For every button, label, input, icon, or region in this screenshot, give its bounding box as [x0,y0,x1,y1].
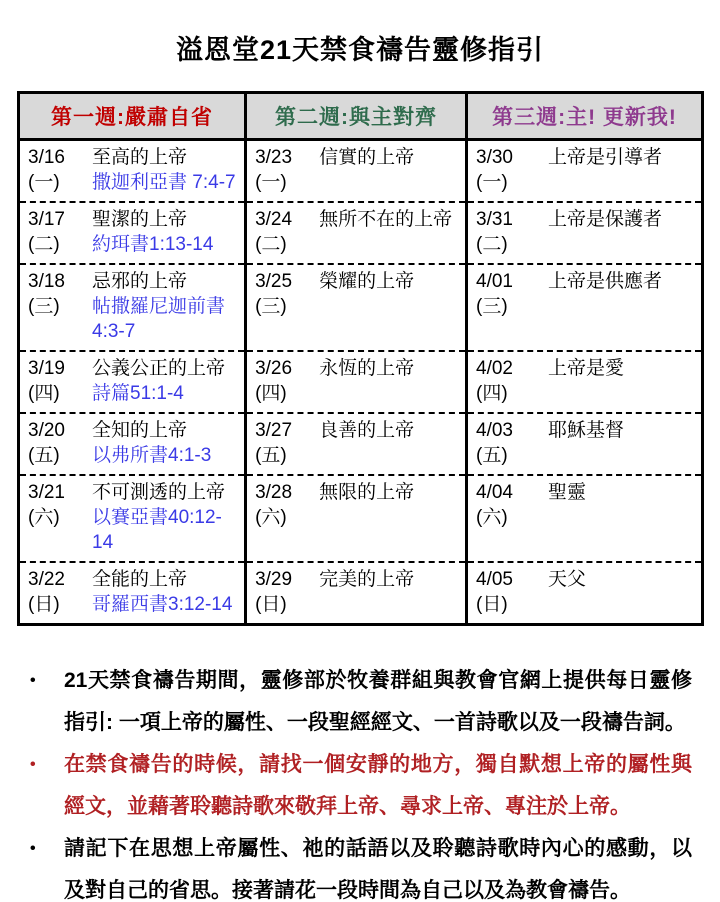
note-item [30,744,692,828]
cell-date: 4/01 [476,271,513,292]
table-row [19,140,703,203]
cell-date: 3/25 [255,271,293,292]
cell-date: 3/22 [28,569,65,590]
day-cell [467,413,703,475]
cell-weekday: (二) [28,234,60,255]
note-text: 在禁食禱告的時候，請找一個安靜的地方，獨自默想上帝的屬性與經文，並藉著聆聽詩歌來敬拜上帝、尋求上帝、專注於上帝。 [64,753,692,818]
day-cell [246,140,467,203]
cell-attribute: 至高的上帝 [92,147,188,168]
day-cell [19,140,246,203]
cell-date: 3/19 [28,358,65,379]
day-cell [19,413,246,475]
cell-date: 3/17 [28,209,65,230]
day-cell [467,202,703,264]
cell-attribute: 不可測透的上帝 [92,482,226,503]
cell-date: 3/29 [255,569,293,590]
cell-attribute: 良善的上帝 [319,420,415,441]
cell-date: 3/26 [255,358,293,379]
week2-header: 第二週:與主對齊 [246,93,467,140]
cell-attribute: 完美的上帝 [319,569,415,590]
day-cell [19,475,246,562]
cell-attribute: 上帝是供應者 [548,271,663,292]
cell-weekday: (一) [476,172,508,193]
table-row [19,413,703,475]
cell-weekday: (三) [255,296,287,317]
note-text: 請記下在思想上帝屬性、祂的話語以及聆聽詩歌時內心的感動，以及對自己的省思。接著請花一段時間為自己以及為教會禱告。 [64,837,692,902]
cell-weekday: (四) [476,383,508,404]
cell-date: 4/05 [476,569,513,590]
cell-date: 3/21 [28,482,65,503]
cell-attribute: 上帝是保護者 [548,209,663,230]
cell-attribute: 忌邪的上帝 [92,271,188,292]
cell-weekday: (日) [28,594,60,615]
day-cell [467,475,703,562]
day-cell [19,202,246,264]
cell-attribute: 榮耀的上帝 [319,271,415,292]
cell-attribute: 耶穌基督 [548,420,625,441]
cell-scripture: 帖撒羅尼迦前書 4:3-7 [92,296,226,342]
table-row [19,562,703,625]
cell-date: 3/23 [255,147,293,168]
cell-weekday: (日) [476,594,508,615]
day-cell [467,264,703,351]
day-cell [246,351,467,413]
day-cell [467,562,703,625]
cell-date: 3/20 [28,420,65,441]
cell-weekday: (五) [476,445,508,466]
cell-weekday: (五) [28,445,60,466]
cell-attribute: 無限的上帝 [319,482,415,503]
day-cell [246,475,467,562]
cell-attribute: 全知的上帝 [92,420,188,441]
day-cell [246,562,467,625]
cell-weekday: (一) [255,172,287,193]
cell-date: 3/31 [476,209,513,230]
cell-weekday: (六) [255,507,287,528]
page-title: 溢恩堂21天禁食禱告靈修指引 [175,35,545,65]
table-row [19,351,703,413]
day-cell [467,140,703,203]
cell-scripture: 以弗所書4:1-3 [92,445,212,466]
cell-weekday: (四) [28,383,60,404]
cell-weekday: (二) [476,234,508,255]
cell-weekday: (六) [28,507,60,528]
note-item [30,660,692,744]
table-row [19,202,703,264]
header-row [19,93,703,140]
cell-attribute: 聖潔的上帝 [92,209,188,230]
table-row [19,475,703,562]
cell-date: 3/27 [255,420,293,441]
day-cell [246,413,467,475]
bullet-icon: • [30,672,36,689]
cell-weekday: (三) [28,296,60,317]
week3-header: 第三週:主! 更新我! [467,93,703,140]
cell-attribute: 無所不在的上帝 [319,209,453,230]
cell-attribute: 全能的上帝 [92,569,188,590]
cell-scripture: 撒迦利亞書 7:4-7 [92,172,236,193]
cell-date: 3/28 [255,482,293,503]
day-cell [246,264,467,351]
week1-header: 第一週:嚴肅自省 [19,93,246,140]
day-cell [467,351,703,413]
cell-weekday: (六) [476,507,508,528]
cell-date: 4/04 [476,482,513,503]
cell-attribute: 聖靈 [548,482,587,503]
bullet-icon: • [30,840,36,857]
day-cell [246,202,467,264]
cell-scripture: 約珥書1:13-14 [92,234,214,255]
cell-attribute: 永恆的上帝 [319,358,415,379]
day-cell [19,264,246,351]
cell-date: 3/30 [476,147,513,168]
cell-weekday: (一) [28,172,60,193]
cell-weekday: (五) [255,445,287,466]
cell-date: 3/18 [28,271,65,292]
devotional-table [17,91,704,626]
cell-date: 4/02 [476,358,513,379]
day-cell [19,562,246,625]
cell-attribute: 天父 [548,569,587,590]
cell-attribute: 上帝是引導者 [548,147,663,168]
cell-attribute: 公義公正的上帝 [92,358,226,379]
table-row [19,264,703,351]
cell-weekday: (二) [255,234,287,255]
cell-date: 3/24 [255,209,293,230]
day-cell [19,351,246,413]
note-item [30,828,692,902]
cell-weekday: (日) [255,594,287,615]
cell-weekday: (四) [255,383,287,404]
cell-scripture: 詩篇51:1-4 [92,383,184,404]
cell-date: 4/03 [476,420,513,441]
cell-weekday: (三) [476,296,508,317]
bullet-icon: • [30,756,36,773]
cell-date: 3/16 [28,147,65,168]
note-text: 21天禁食禱告期間，靈修部於牧養群組與教會官網上提供每日靈修指引: 一項上帝的屬性、一段聖經經文、一首詩歌以及一段禱告詞。 [64,669,692,734]
cell-scripture: 以賽亞書40:12-14 [92,507,222,553]
cell-attribute: 信實的上帝 [319,147,415,168]
cell-scripture: 哥羅西書3:12-14 [92,594,233,615]
notes-list [30,660,692,902]
cell-attribute: 上帝是愛 [548,358,625,379]
